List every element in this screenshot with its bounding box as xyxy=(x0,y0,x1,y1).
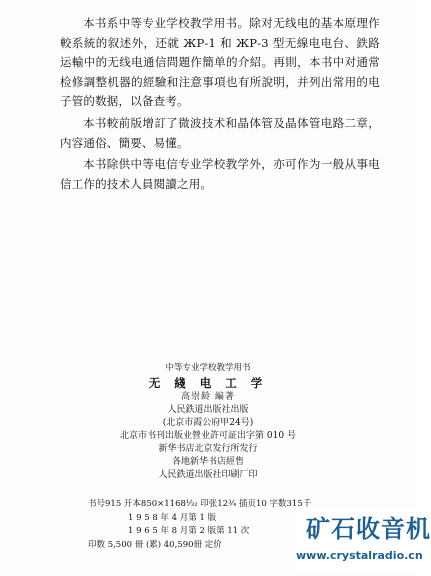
intro-paragraph: 本书除供中等电信专业学校教学外，亦可作为一般从事电信工作的技术人員閱讀之用。 xyxy=(60,157,380,191)
copyright-imprint xyxy=(96,361,320,482)
book-title: 无 綫 电 工 学 xyxy=(148,376,268,390)
printer-line: 人民鉄道出版社印刷厂印 xyxy=(158,470,258,480)
publishing-license: 北京市书刊出版业營业許可証出字第 010 号 xyxy=(120,431,296,441)
author-line: 高崇龄 編著 xyxy=(181,392,235,402)
current-printing-date: 1 9 6 5 年 8 月第 2 版第 11 次 xyxy=(128,526,250,536)
watermark-url: www.crystalradio.cn xyxy=(296,549,423,562)
print-run-price: 印数 5,500 冊 (累) 40,590冊 定价 xyxy=(88,539,222,550)
intro-paragraph: 本书系中等专业学校教学用书。除对无线电的基本原理作較系統的叙述外，还就 ЖР-1 和 ЖР-3 型无線电电台、鉄路运輸中的无线电通信問題作簡单的介紹。再則，本书中对通常检修調整机器的經驗和注意事項也有所說明，并列出常用的电子管的数据，以备查考。 xyxy=(60,16,380,109)
intro-paragraph: 本书較前版增訂了微波技术和晶体管及晶体管电路二章，内容通俗、簡要、易懂。 xyxy=(60,115,380,150)
book-introduction xyxy=(60,14,380,196)
retailer-line: 各地新华书店經售 xyxy=(171,457,244,467)
watermark-title: 矿石收音机 xyxy=(306,515,431,543)
book-number-format: 书号915 开本850×1168¹⁄₃₂ 印张12¾ 插页10 字数315千 xyxy=(88,499,312,509)
series-name: 中等专业学校教学用书 xyxy=(165,363,251,373)
publisher-address: (北京市霞公府甲24号) xyxy=(162,418,254,428)
site-watermark xyxy=(292,509,431,572)
first-edition-date: 1 9 5 8 年 4 月第 1 版 xyxy=(128,512,217,523)
publisher-line: 人民鉄道出版社出版 xyxy=(167,405,249,415)
distributor-line: 新华书店北京发行所发行 xyxy=(158,444,258,454)
